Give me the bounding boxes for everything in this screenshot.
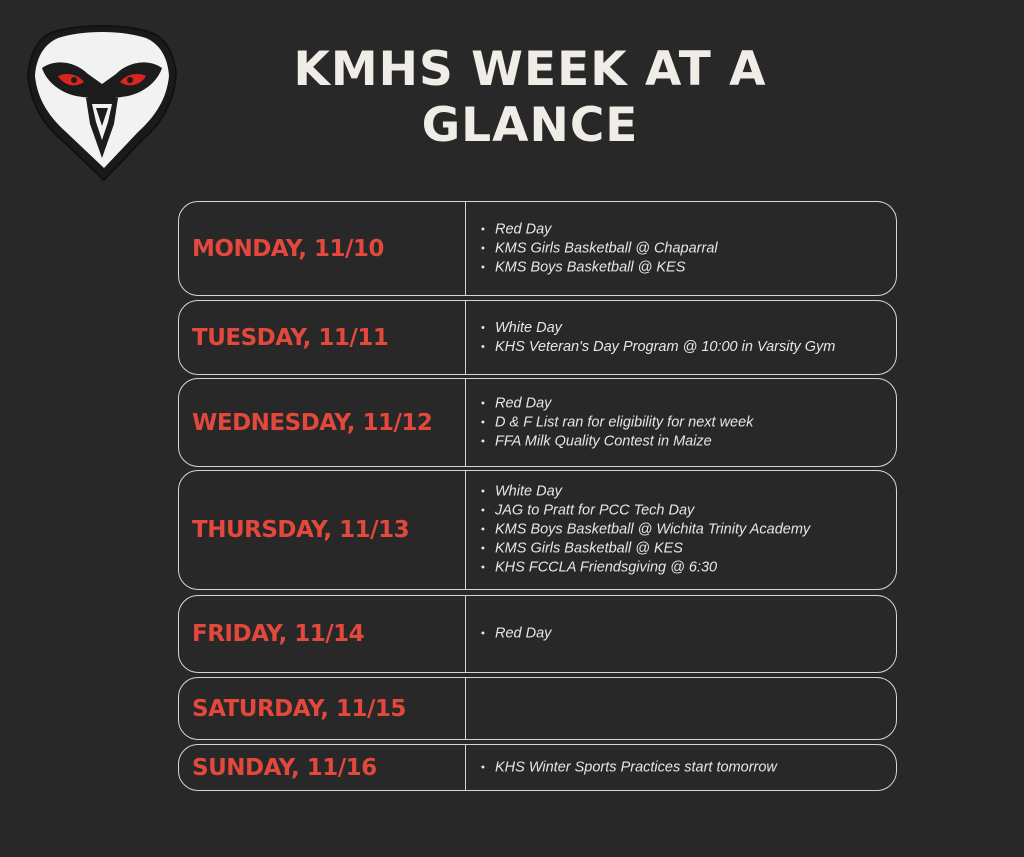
row-divider [465,596,466,672]
row-divider [465,379,466,466]
event-list [479,394,753,451]
day-row-wednesday [178,378,897,467]
event-list [479,758,777,777]
row-divider [465,301,466,374]
event-item: • White Day [495,483,810,502]
event-list [479,319,835,357]
day-label: MONDAY, 11/10 [192,235,384,262]
row-divider [465,745,466,790]
day-row-tuesday [178,300,897,375]
day-row-saturday [178,677,897,740]
event-list [479,220,718,277]
event-item: • Red Day [495,625,551,644]
page-title: KMHS WEEK AT A GLANCE [293,42,767,153]
event-list [479,625,551,644]
event-item: • Red Day [495,220,718,239]
day-row-sunday [178,744,897,791]
row-divider [465,471,466,589]
hawk-mascot-logo [24,22,180,182]
day-label: FRIDAY, 11/14 [192,621,365,647]
day-row-thursday [178,470,897,590]
event-item: • JAG to Pratt for PCC Tech Day [495,502,810,521]
day-label: THURSDAY, 11/13 [192,517,410,543]
event-item: • KMS Boys Basketball @ Wichita Trinity Academy [495,521,810,540]
day-label: SUNDAY, 11/16 [192,754,377,781]
event-item: • White Day [495,319,835,338]
event-item: • KMS Girls Basketball @ KES [495,540,810,559]
day-row-friday [178,595,897,673]
event-item: • KHS FCCLA Friendsgiving @ 6:30 [495,559,810,578]
day-label: TUESDAY, 11/11 [192,324,389,351]
event-item: • KHS Winter Sports Practices start tomorrow [495,758,777,777]
row-divider [465,202,466,295]
event-item: • KHS Veteran's Day Program @ 10:00 in Varsity Gym [495,338,835,357]
event-item: • Red Day [495,394,753,413]
event-item: • FFA Milk Quality Contest in Maize [495,432,753,451]
event-item: • KMS Girls Basketball @ Chaparral [495,239,718,258]
row-divider [465,678,466,739]
event-item: • KMS Boys Basketball @ KES [495,258,718,277]
day-label: WEDNESDAY, 11/12 [192,409,433,436]
event-item: • D & F List ran for eligibility for next week [495,413,753,432]
day-label: SATURDAY, 11/15 [192,695,406,722]
event-list [479,483,810,578]
day-row-monday [178,201,897,296]
